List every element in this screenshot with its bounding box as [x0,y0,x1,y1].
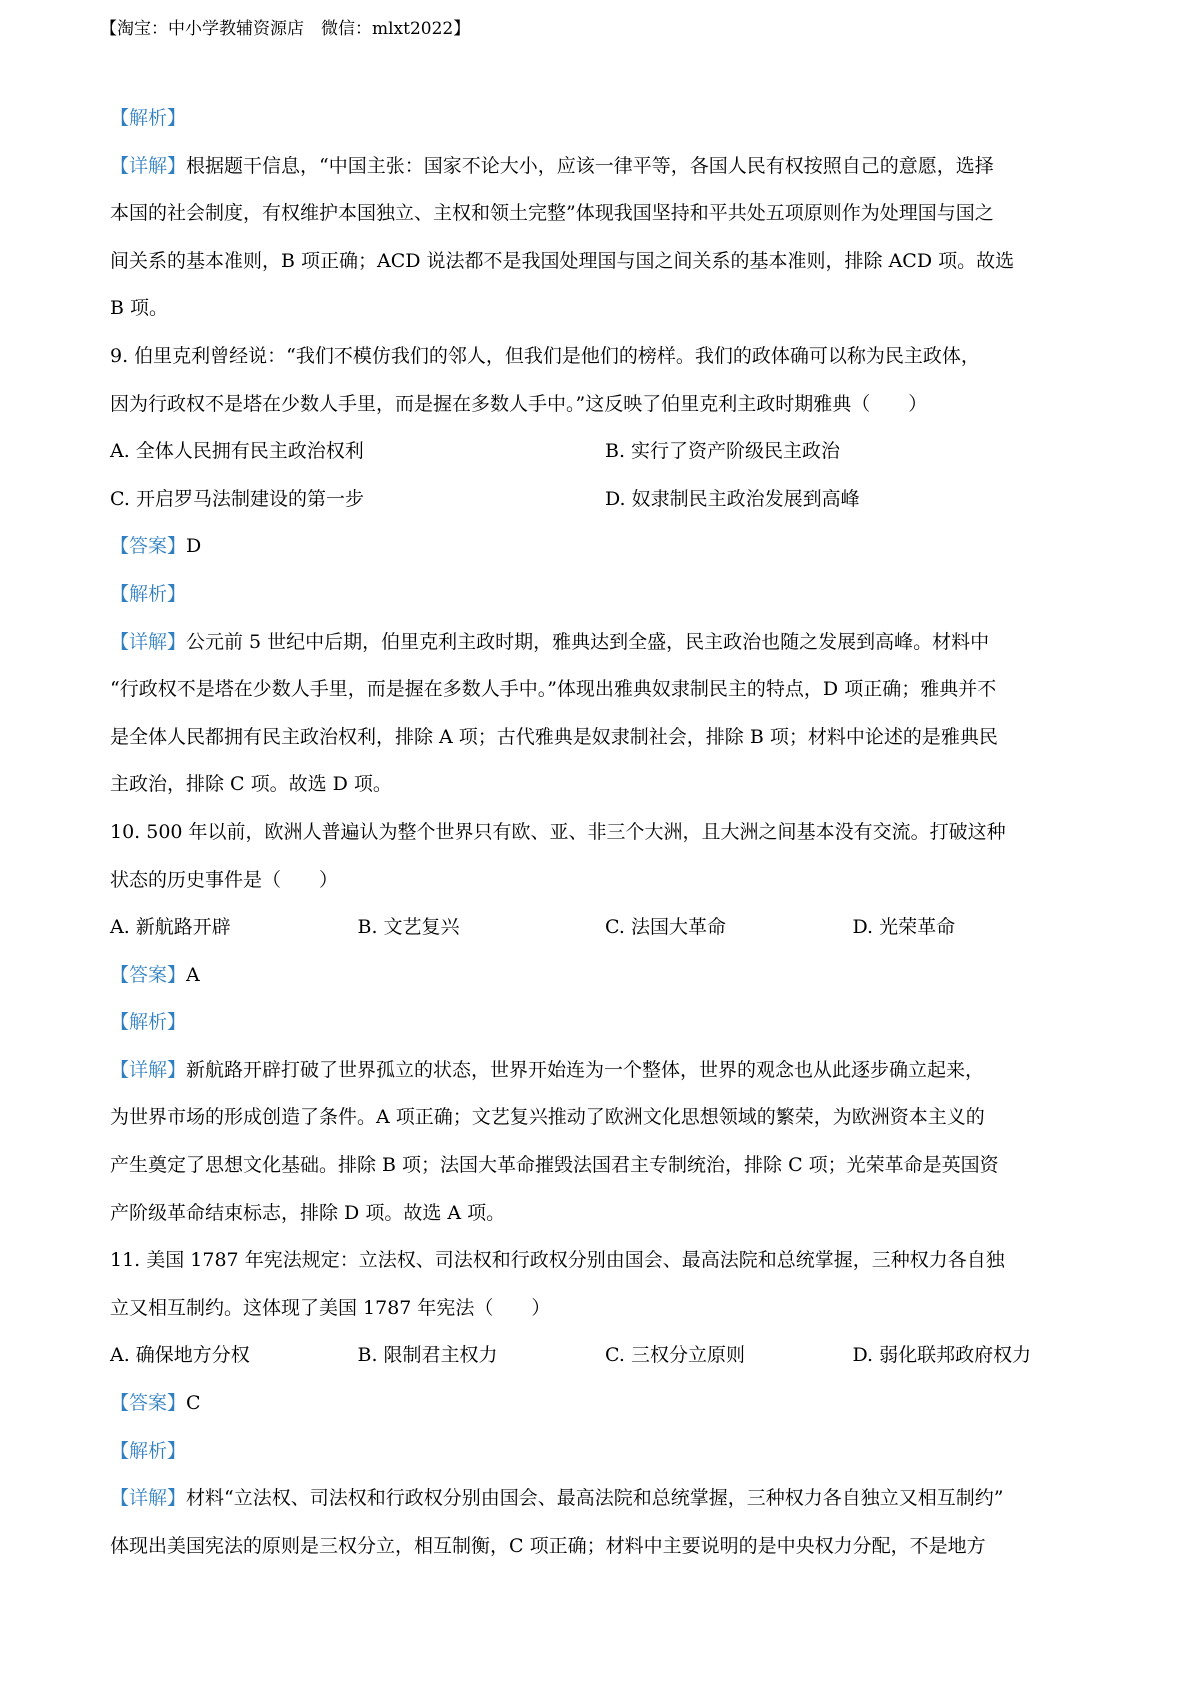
option-c: C. 法国大革命 [605,916,726,939]
detail-line: 为世界市场的形成创造了条件。A 项正确；文艺复兴推动了欧洲文化思想领域的繁荣，为欧洲资本主义的 [110,1106,985,1129]
options-row [110,428,1100,476]
analysis-label: 【解析】 [110,582,187,605]
detail-line: 【详解】公元前 5 世纪中后期，伯里克利主政时期，雅典达到全盛，民主政治也随之发展到高峰。材料中 [110,630,990,653]
detail-line: 产阶级革命结束标志，排除 D 项。故选 A 项。 [110,1201,506,1224]
analysis-label: 【解析】 [110,1011,187,1034]
question-stem: 9. 伯里克利曾经说：“我们不模仿我们的邻人，但我们是他们的榜样。我们的政体确可以称为民主政体， [110,344,980,367]
detail-line: 【详解】根据题干信息，“中国主张：国家不论大小，应该一律平等，各国人民有权按照自己的意愿，选择 [110,154,994,177]
detail-line: 本国的社会制度，有权维护本国独立、主权和领土完整”体现我国坚持和平共处五项原则作为处理国与国之 [110,202,994,225]
answer-line: 【答案】A [110,963,200,986]
detail-line: “行政权不是塔在少数人手里，而是握在多数人手中。”体现出雅典奴隶制民主的特点，D 项正确；雅典并不 [110,678,997,701]
question-stem: 立又相互制约。这体现了美国 1787 年宪法（ ） [110,1296,551,1319]
analysis-label: 【解析】 [110,107,187,129]
options-row [110,904,1100,952]
answer-value: A [186,963,200,986]
option-d: D. 光荣革命 [852,916,956,939]
analysis-label: 【解析】 [110,1439,187,1462]
options-row [110,476,1100,524]
header-note: 【淘宝：中小学教辅资源店 微信：mlxt2022】 [100,19,471,39]
detail-line: 【详解】新航路开辟打破了世界孤立的状态，世界开始连为一个整体，世界的观念也从此逐步确立起来， [110,1058,985,1081]
option-b: B. 限制君主权力 [357,1344,498,1367]
answer-line: 【答案】C [110,1392,201,1415]
detail-line: 产生奠定了思想文化基础。排除 B 项；法国大革命摧毁法国君主专制统治，排除 C 项；光荣革命是英国资 [110,1154,999,1177]
option-d: D. 奴隶制民主政治发展到高峰 [605,487,860,510]
question-stem: 11. 美国 1787 年宪法规定：立法权、司法权和行政权分别由国会、最高法院和总统掌握，三种权力各自独 [110,1249,1005,1272]
option-a: A. 确保地方分权 [110,1344,250,1367]
question-stem: 因为行政权不是塔在少数人手里，而是握在多数人手中。”这反映了伯里克利主政时期雅典（ ） [110,392,928,415]
detail-line: 体现出美国宪法的原则是三权分立，相互制衡，C 项正确；材料中主要说明的是中央权力分配，不是地方 [110,1534,986,1557]
option-c: C. 三权分立原则 [605,1344,745,1367]
answer-value: C [186,1392,201,1415]
option-c: C. 开启罗马法制建设的第一步 [110,487,364,510]
detail-line: B 项。 [110,297,169,320]
question-stem: 状态的历史事件是（ ） [110,868,339,891]
options-row [110,1332,1100,1380]
detail-line: 间关系的基本准则，B 项正确；ACD 说法都不是我国处理国与国之间关系的基本准则，排除 ACD 项。故选 [110,249,1015,272]
detail-line: 【详解】材料“立法权、司法权和行政权分别由国会、最高法院和总统掌握，三种权力各自独立又相互制约” [110,1487,1004,1510]
document-content [110,95,1100,1570]
detail-line: 是全体人民都拥有民主政治权利，排除 A 项；古代雅典是奴隶制社会，排除 B 项；材料中论述的是雅典民 [110,725,998,748]
option-a: A. 全体人民拥有民主政治权利 [110,440,364,463]
option-b: B. 文艺复兴 [357,916,460,939]
answer-line: 【答案】D [110,535,202,558]
option-a: A. 新航路开辟 [110,916,231,939]
detail-line: 主政治，排除 C 项。故选 D 项。 [110,773,392,796]
option-b: B. 实行了资产阶级民主政治 [605,440,841,463]
question-stem: 10. 500 年以前，欧洲人普遍认为整个世界只有欧、亚、非三个大洲，且大洲之间基本没有交流。打破这种 [110,820,1006,843]
option-d: D. 弱化联邦政府权力 [852,1344,1032,1367]
answer-value: D [186,535,202,558]
